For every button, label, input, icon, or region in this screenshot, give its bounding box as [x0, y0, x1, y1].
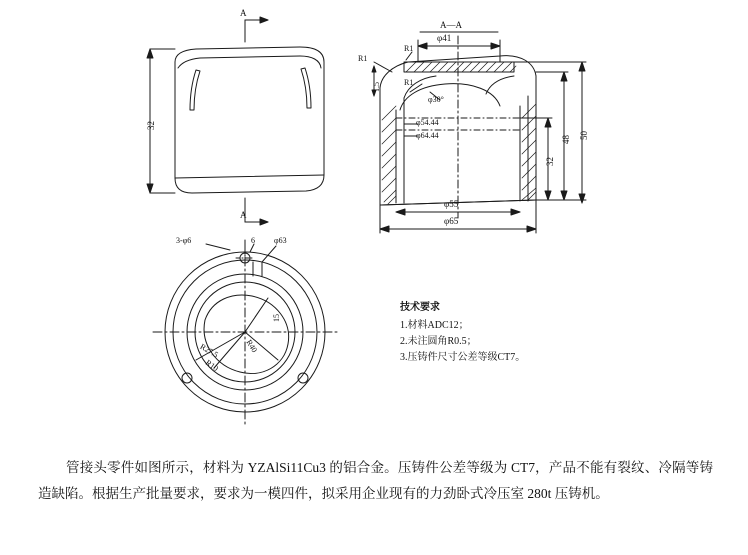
label-dia-65: φ65 [444, 216, 459, 226]
tech-item-1: 1.材料ADC12； [400, 320, 469, 331]
label-section-title: A—A [440, 20, 462, 30]
label-r10: R10 [203, 358, 220, 374]
label-dia-41: φ41 [437, 33, 452, 43]
tech-item-2: 2.未注圆角R0.5； [400, 336, 477, 347]
label-dia-64-44: φ64.44 [416, 131, 439, 140]
label-thickness-1-5: 1.5 [372, 82, 381, 92]
label-dia-55: φ55 [444, 199, 459, 209]
front-view [175, 47, 324, 193]
label-section-arrow-top: A [240, 8, 247, 18]
figure-caption: 管接头零件如图所示，材料为 YZAlSi11Cu3 的铝合金。压铸件公差等级为 CT7，产品不能有裂纹、冷隔等铸造缺陷。根据生产批量要求，要求为一模四件，拟采用企业现有的力劲卧式冷压室 280t 压铸机。 [38, 460, 713, 501]
section-view [380, 36, 536, 218]
technical-requirements [400, 300, 525, 366]
label-3-dia-6: 3-φ6 [176, 236, 192, 245]
label-15: 15 [272, 314, 281, 322]
label-r1-b: R1 [404, 44, 414, 53]
label-angle-30: φ30° [428, 95, 444, 104]
label-6: 6 [251, 236, 255, 245]
label-height-48: 48 [561, 135, 571, 144]
label-r1-c: R1 [404, 78, 414, 87]
label-dia-54-44: φ54.44 [416, 118, 439, 127]
tech-item-3: 3.压铸件尺寸公差等级CT7。 [400, 352, 526, 363]
label-r40: R40 [244, 338, 260, 355]
label-front-height-32: 32 [146, 121, 156, 130]
label-dia-63: φ63 [274, 236, 287, 245]
top-view [153, 240, 337, 424]
label-section-arrow-bottom: A [240, 210, 247, 220]
label-height-50: 50 [579, 131, 589, 140]
tech-title: 技术要求 [400, 302, 440, 313]
label-height-32: 32 [545, 157, 555, 166]
label-r27-5: R27.5 [198, 342, 220, 360]
label-r1-a: R1 [358, 54, 368, 63]
